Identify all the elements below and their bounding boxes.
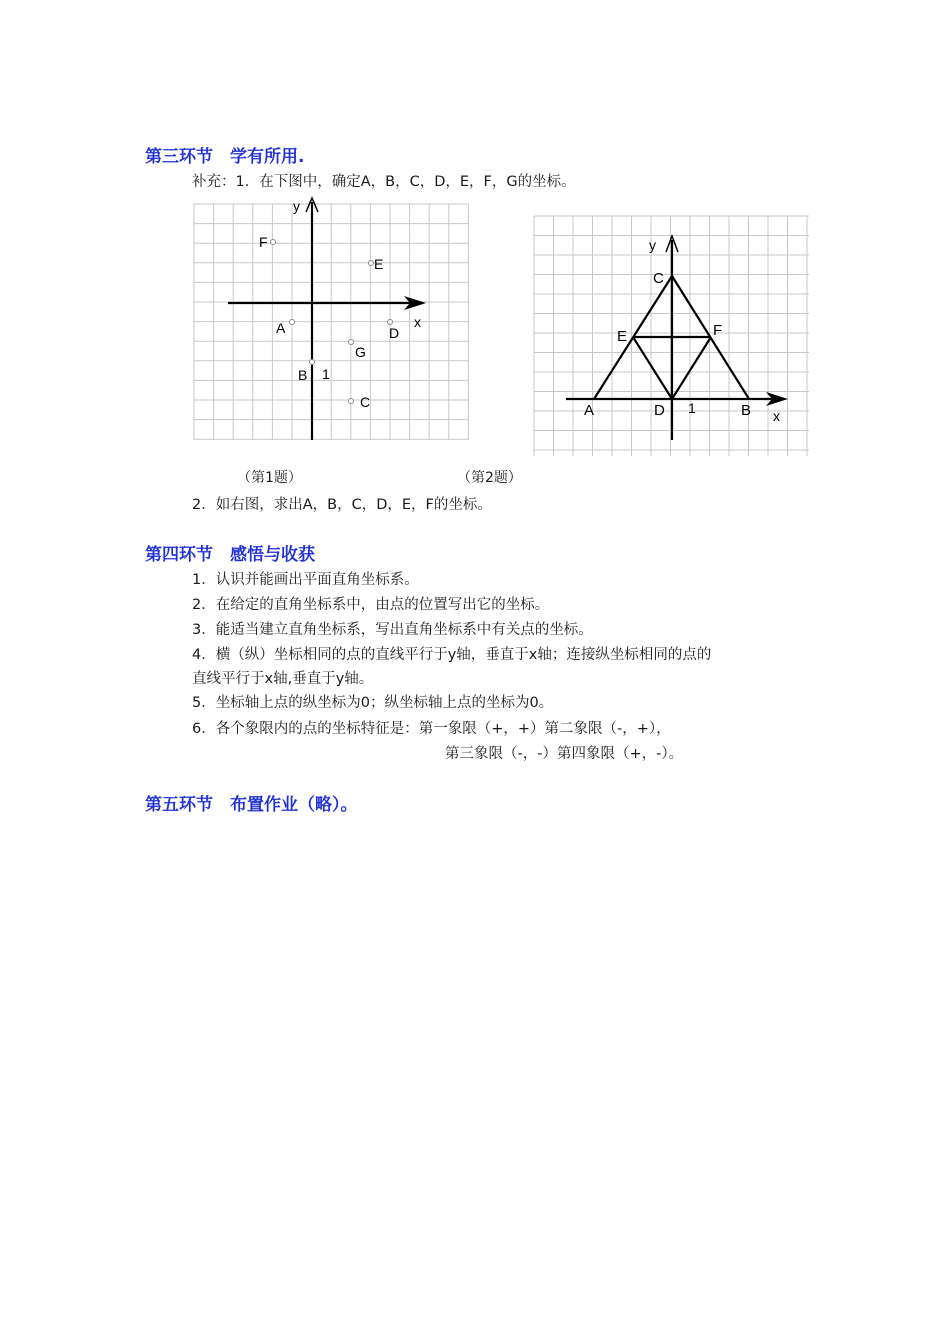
point-B-label: B bbox=[298, 367, 308, 383]
point-G-marker bbox=[349, 340, 354, 345]
question2-line: 2．如右图，求出A，B，C，D，E，F的坐标。 bbox=[192, 497, 492, 513]
segment-ED bbox=[633, 337, 672, 399]
supplement-line: 补充：1．在下图中，确定A，B，C，D，E，F，G的坐标。 bbox=[192, 174, 576, 190]
point-D-label: D bbox=[389, 325, 400, 341]
point-E-marker bbox=[369, 261, 374, 266]
section4-heading: 第四环节 感悟与收获 bbox=[145, 545, 315, 565]
figure2-grid bbox=[530, 210, 815, 460]
vertex-A-label: A bbox=[584, 402, 595, 419]
figure1-y-label: y bbox=[293, 198, 300, 214]
summary-item-5: 5．坐标轴上点的纵坐标为0；纵坐标轴上点的坐标为0。 bbox=[192, 695, 554, 711]
figure2-caption: （第2题） bbox=[457, 470, 522, 486]
vertex-D-label: D bbox=[654, 402, 665, 419]
point-D-marker bbox=[388, 320, 393, 325]
point-E-label: E bbox=[374, 256, 384, 272]
figure1-caption: （第1题） bbox=[237, 470, 302, 486]
vertex-E-label: E bbox=[617, 328, 628, 345]
figure2-tick-1: 1 bbox=[688, 400, 696, 416]
point-G-label: G bbox=[355, 344, 366, 360]
point-A-marker bbox=[290, 320, 295, 325]
figure2-x-label: x bbox=[773, 408, 780, 424]
figure1-tick-1: 1 bbox=[322, 366, 330, 382]
summary-item-6: 6．各个象限内的点的坐标特征是：第一象限（+，+）第二象限（-，+）， bbox=[192, 721, 671, 737]
point-C-label: C bbox=[360, 394, 371, 410]
point-C-marker bbox=[349, 399, 354, 404]
section3-heading: 第三环节 学有所用. bbox=[145, 147, 305, 167]
figure1-grid bbox=[190, 196, 475, 446]
summary-item-3: 3．能适当建立直角坐标系，写出直角坐标系中有关点的坐标。 bbox=[192, 622, 593, 638]
vertex-F-label: F bbox=[713, 322, 723, 339]
summary-item-6-cont: 第三象限（-，-）第四象限（+，-）。 bbox=[445, 746, 684, 762]
point-F-marker bbox=[271, 240, 276, 245]
point-A-label: A bbox=[276, 320, 286, 336]
figure1-x-label: x bbox=[414, 314, 421, 330]
point-B-marker bbox=[310, 360, 315, 365]
section5-heading: 第五环节 布置作业（略）。 bbox=[145, 795, 358, 815]
figure2-y-label: y bbox=[649, 237, 656, 253]
segment-DF bbox=[672, 337, 711, 399]
summary-item-1: 1．认识并能画出平面直角坐标系。 bbox=[192, 572, 419, 588]
vertex-B-label: B bbox=[741, 402, 752, 419]
summary-item-4-cont: 直线平行于x轴,垂直于y轴。 bbox=[192, 671, 374, 687]
summary-item-2: 2．在给定的直角坐标系中，由点的位置写出它的坐标。 bbox=[192, 597, 550, 613]
vertex-C-label: C bbox=[653, 270, 664, 287]
summary-item-4: 4．横（纵）坐标相同的点的直线平行于y轴，垂直于x轴；连接纵坐标相同的点的 bbox=[192, 647, 712, 663]
point-F-label: F bbox=[259, 234, 268, 250]
